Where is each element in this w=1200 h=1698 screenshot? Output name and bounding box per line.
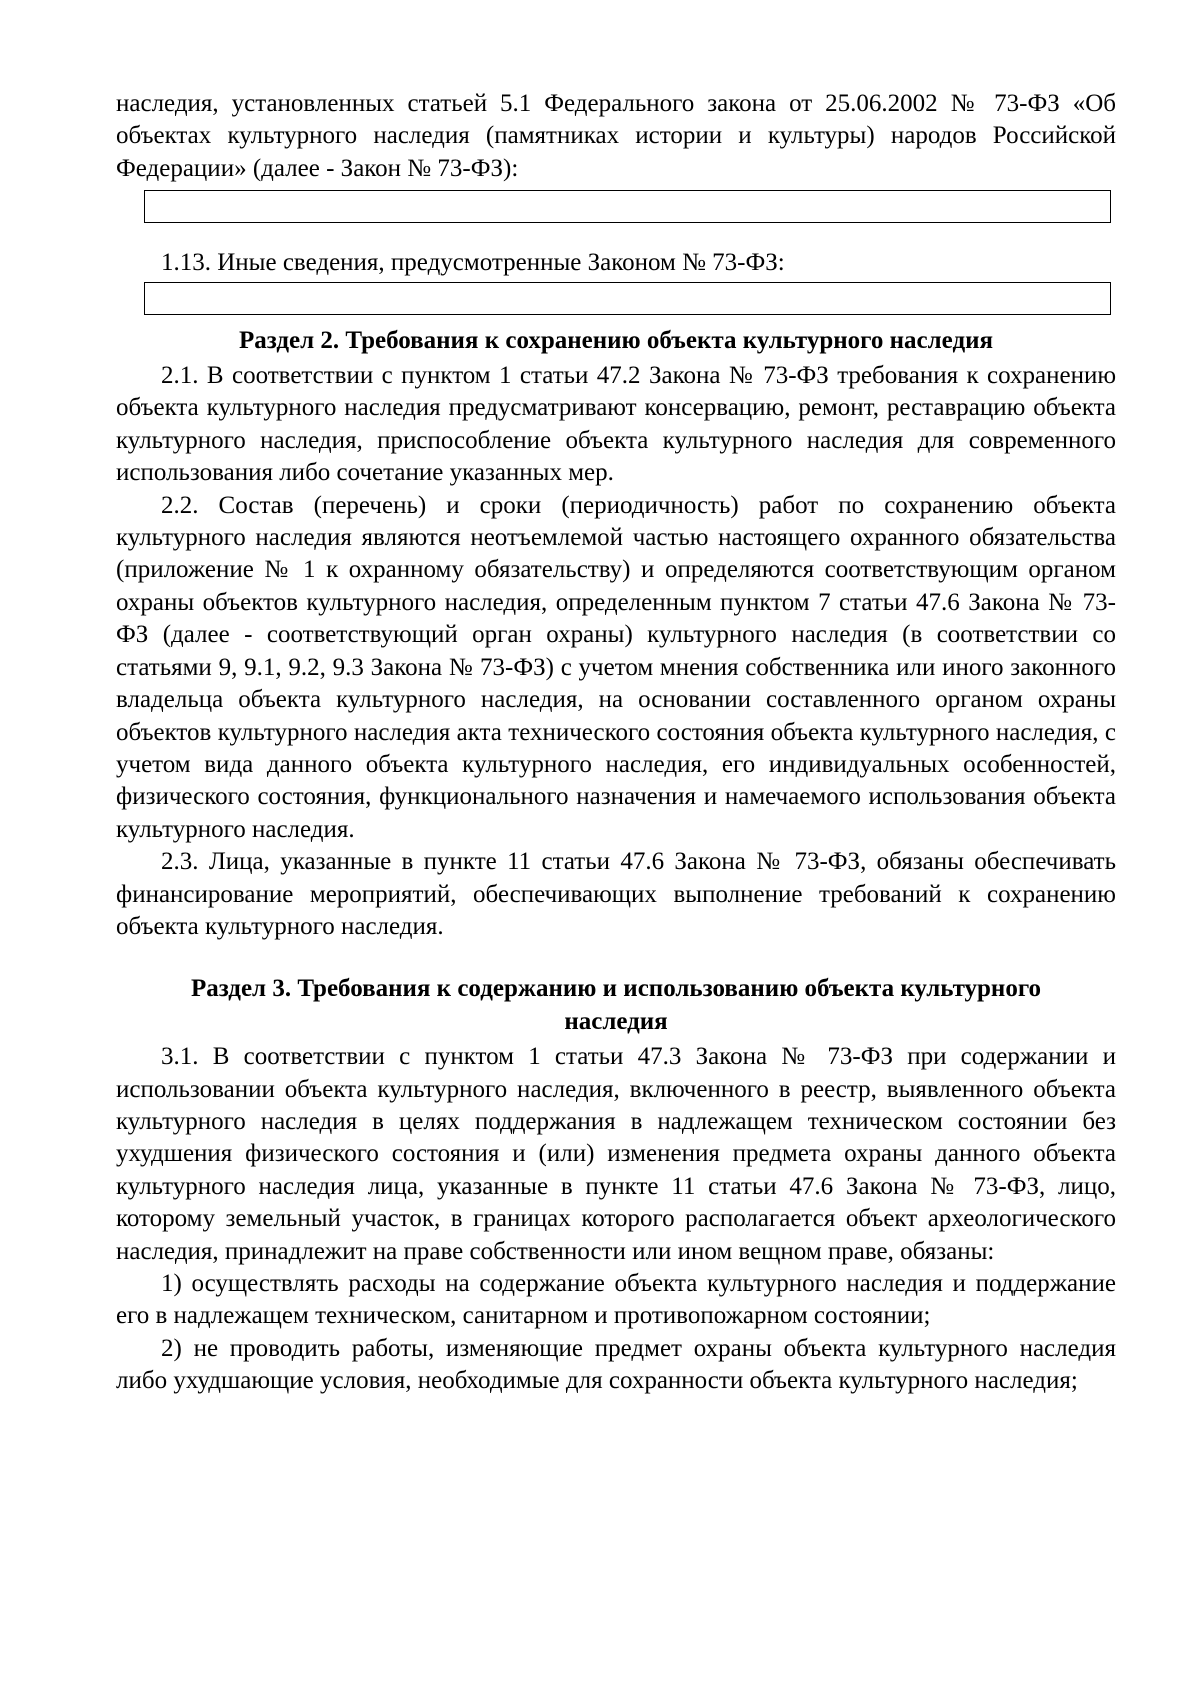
section-2-paragraph-1: 2.1. В соответствии с пунктом 1 статьи 47.2 Закона № 73-ФЗ требования к сохранению объекта культурного наследия предусматривают консервацию, ремонт, реставрацию объекта культурного наследия, приспособление объекта культурного наследия для современного использования либо сочетание указанных мер. (116, 362, 1116, 487)
section-3-heading-line-1: Раздел 3. Требования к содержанию и использованию объекта культурного (190, 975, 1042, 1003)
field-box-1-12[interactable] (144, 190, 1111, 223)
section-2-paragraph-2: 2.2. Состав (перечень) и сроки (периодичность) работ по сохранению объекта культурного наследия являются неотъемлемой частью настоящего охранного обязательства (приложение № 1 к охранному обязательству) и определяются соответствующим органом охраны объектов культурного наследия, определенным пунктом 7 статьи 47.6 Закона № 73-ФЗ (далее - соответствующий орган охраны) культурного наследия (в соответствии со статьями 9, 9.1, 9.2, 9.3 Закона № 73-ФЗ) с учетом мнения собственника или иного законного владельца объекта культурного наследия, на основании составленного органом охраны объектов культурного наследия акта технического состояния объекта культурного наследия, с учетом вида данного объекта культурного наследия, его индивидуальных особенностей, физического состояния, функционального назначения и намечаемого использования объекта культурного наследия. (116, 491, 1116, 843)
field-box-1-13[interactable] (144, 282, 1111, 315)
item-1-13-label: 1.13. Иные сведения, предусмотренные Законом № 73-ФЗ: (161, 249, 785, 277)
document-page (116, 88, 1116, 1398)
section-3-item-2: 2) не проводить работы, изменяющие предмет охраны объекта культурного наследия либо ухудшающие условия, необходимые для сохранности объекта культурного наследия; (116, 1334, 1116, 1395)
section-3-paragraph-1: 3.1. В соответствии с пунктом 1 статьи 47.3 Закона № 73-ФЗ при содержании и использовании объекта культурного наследия, включенного в реестр, выявленного объекта культурного наследия в целях поддержания в надлежащем техническом состоянии без ухудшения физического состояния и (или) изменения предмета охраны данного объекта культурного наследия лица, указанные в пункте 11 статьи 47.6 Закона № 73-ФЗ, лицо, которому земельный участок, в границах которого располагается объект археологического наследия, принадлежит на праве собственности или ином вещном праве, обязаны: (116, 1043, 1116, 1265)
section-3-item-1: 1) осуществлять расходы на содержание объекта культурного наследия и поддержание его в надлежащем техническом, санитарном и противопожарном состоянии; (116, 1270, 1116, 1330)
intro-paragraph: наследия, установленных статьей 5.1 Федерального закона от 25.06.2002 № 73-ФЗ «Об объектах культурного наследия (памятниках истории и культуры) народов Российской Федерации» (далее - Закон № 73-ФЗ): (116, 90, 1116, 182)
section-2-paragraph-3: 2.3. Лица, указанные в пункте 11 статьи 47.6 Закона № 73-ФЗ, обязаны обеспечивать финансирование мероприятий, обеспечивающих выполнение требований к сохранению объекта культурного наследия. (116, 848, 1116, 940)
section-3-heading-line-2: наследия (564, 1007, 668, 1035)
section-3-heading (116, 973, 1116, 1038)
section-2-heading: Раздел 2. Требования к сохранению объекта культурного наследия (238, 326, 994, 354)
